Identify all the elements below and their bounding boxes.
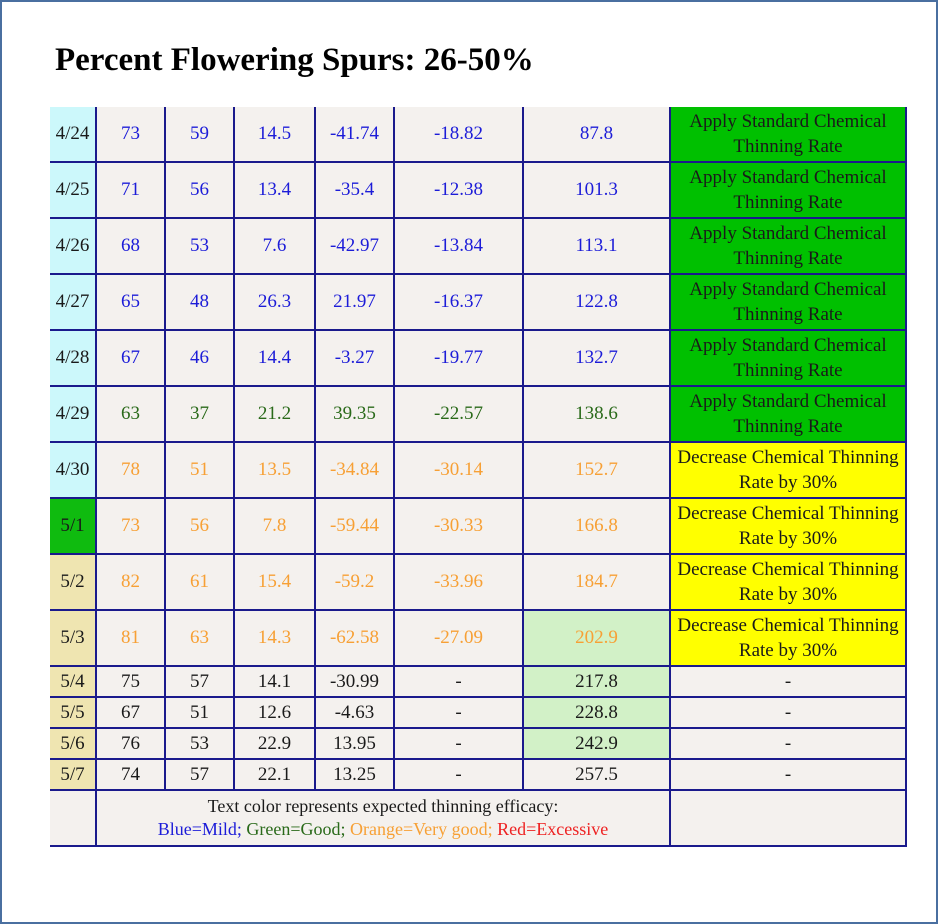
date-cell: 4/28 <box>50 330 96 386</box>
value-cell-5: - <box>394 697 523 728</box>
value-cell-6: 242.9 <box>523 728 670 759</box>
value-cell-2: 51 <box>165 442 234 498</box>
thinning-table <box>50 107 907 847</box>
date-cell: 5/1 <box>50 498 96 554</box>
value-cell-2: 53 <box>165 728 234 759</box>
recommendation-cell: - <box>670 759 906 790</box>
legend-row <box>50 790 906 846</box>
table-body <box>50 107 906 846</box>
table-row <box>50 554 906 610</box>
legend-line-2 <box>97 818 669 841</box>
value-cell-4: -41.74 <box>315 107 394 162</box>
recommendation-cell: Apply Standard Chemical Thinning Rate <box>670 218 906 274</box>
value-cell-4: 13.95 <box>315 728 394 759</box>
legend-blue: Blue=Mild; <box>157 819 242 839</box>
value-cell-4: -59.44 <box>315 498 394 554</box>
date-cell: 5/4 <box>50 666 96 697</box>
value-cell-2: 53 <box>165 218 234 274</box>
value-cell-5: -30.14 <box>394 442 523 498</box>
table-row <box>50 162 906 218</box>
value-cell-2: 48 <box>165 274 234 330</box>
table-row <box>50 274 906 330</box>
value-cell-6: 132.7 <box>523 330 670 386</box>
recommendation-cell: Decrease Chemical Thinning Rate by 30% <box>670 610 906 666</box>
value-cell-3: 13.5 <box>234 442 315 498</box>
value-cell-3: 22.1 <box>234 759 315 790</box>
value-cell-2: 57 <box>165 666 234 697</box>
value-cell-3: 13.4 <box>234 162 315 218</box>
date-cell: 5/5 <box>50 697 96 728</box>
legend-red: Red=Excessive <box>497 819 609 839</box>
value-cell-1: 73 <box>96 498 165 554</box>
value-cell-5: - <box>394 728 523 759</box>
value-cell-3: 14.1 <box>234 666 315 697</box>
value-cell-6: 138.6 <box>523 386 670 442</box>
value-cell-3: 21.2 <box>234 386 315 442</box>
value-cell-2: 63 <box>165 610 234 666</box>
date-cell: 4/27 <box>50 274 96 330</box>
recommendation-cell: Apply Standard Chemical Thinning Rate <box>670 330 906 386</box>
page-title: Percent Flowering Spurs: 26-50% <box>55 42 534 78</box>
value-cell-6: 166.8 <box>523 498 670 554</box>
date-cell: 4/26 <box>50 218 96 274</box>
value-cell-3: 14.4 <box>234 330 315 386</box>
table-row <box>50 330 906 386</box>
recommendation-cell: Apply Standard Chemical Thinning Rate <box>670 386 906 442</box>
table-row <box>50 666 906 697</box>
value-cell-6: 101.3 <box>523 162 670 218</box>
table-row <box>50 442 906 498</box>
value-cell-6: 113.1 <box>523 218 670 274</box>
recommendation-cell: Apply Standard Chemical Thinning Rate <box>670 274 906 330</box>
table-row <box>50 697 906 728</box>
value-cell-4: 13.25 <box>315 759 394 790</box>
value-cell-5: -13.84 <box>394 218 523 274</box>
recommendation-cell: Decrease Chemical Thinning Rate by 30% <box>670 554 906 610</box>
value-cell-4: 39.35 <box>315 386 394 442</box>
table-row <box>50 728 906 759</box>
value-cell-1: 78 <box>96 442 165 498</box>
value-cell-2: 59 <box>165 107 234 162</box>
value-cell-4: 21.97 <box>315 274 394 330</box>
value-cell-2: 46 <box>165 330 234 386</box>
value-cell-6: 122.8 <box>523 274 670 330</box>
value-cell-4: -35.4 <box>315 162 394 218</box>
recommendation-cell: Decrease Chemical Thinning Rate by 30% <box>670 442 906 498</box>
value-cell-5: -19.77 <box>394 330 523 386</box>
value-cell-4: -3.27 <box>315 330 394 386</box>
value-cell-5: -33.96 <box>394 554 523 610</box>
value-cell-2: 56 <box>165 162 234 218</box>
value-cell-3: 7.6 <box>234 218 315 274</box>
value-cell-4: -62.58 <box>315 610 394 666</box>
date-cell: 5/2 <box>50 554 96 610</box>
value-cell-3: 7.8 <box>234 498 315 554</box>
value-cell-1: 81 <box>96 610 165 666</box>
value-cell-2: 56 <box>165 498 234 554</box>
date-cell: 4/30 <box>50 442 96 498</box>
date-cell: 4/24 <box>50 107 96 162</box>
date-cell: 4/25 <box>50 162 96 218</box>
recommendation-cell: Apply Standard Chemical Thinning Rate <box>670 162 906 218</box>
table-row <box>50 386 906 442</box>
legend-orange: Orange=Very good; <box>350 819 493 839</box>
legend-green: Green=Good; <box>246 819 346 839</box>
value-cell-5: - <box>394 759 523 790</box>
value-cell-6: 87.8 <box>523 107 670 162</box>
legend-empty-cell <box>50 790 96 846</box>
table-row <box>50 610 906 666</box>
value-cell-1: 65 <box>96 274 165 330</box>
recommendation-cell: - <box>670 666 906 697</box>
value-cell-6: 228.8 <box>523 697 670 728</box>
value-cell-5: -22.57 <box>394 386 523 442</box>
value-cell-1: 82 <box>96 554 165 610</box>
value-cell-6: 202.9 <box>523 610 670 666</box>
table-row <box>50 498 906 554</box>
value-cell-1: 67 <box>96 697 165 728</box>
value-cell-2: 61 <box>165 554 234 610</box>
value-cell-4: -30.99 <box>315 666 394 697</box>
value-cell-1: 75 <box>96 666 165 697</box>
table-row <box>50 107 906 162</box>
value-cell-1: 71 <box>96 162 165 218</box>
value-cell-6: 257.5 <box>523 759 670 790</box>
value-cell-2: 37 <box>165 386 234 442</box>
value-cell-1: 67 <box>96 330 165 386</box>
value-cell-5: -18.82 <box>394 107 523 162</box>
value-cell-4: -42.97 <box>315 218 394 274</box>
value-cell-3: 14.5 <box>234 107 315 162</box>
date-cell: 5/3 <box>50 610 96 666</box>
value-cell-1: 73 <box>96 107 165 162</box>
value-cell-1: 63 <box>96 386 165 442</box>
value-cell-2: 57 <box>165 759 234 790</box>
value-cell-1: 76 <box>96 728 165 759</box>
value-cell-4: -34.84 <box>315 442 394 498</box>
value-cell-4: -59.2 <box>315 554 394 610</box>
recommendation-cell: - <box>670 697 906 728</box>
value-cell-1: 74 <box>96 759 165 790</box>
value-cell-3: 15.4 <box>234 554 315 610</box>
table-row <box>50 218 906 274</box>
value-cell-5: -27.09 <box>394 610 523 666</box>
date-cell: 4/29 <box>50 386 96 442</box>
value-cell-2: 51 <box>165 697 234 728</box>
value-cell-5: -12.38 <box>394 162 523 218</box>
value-cell-3: 12.6 <box>234 697 315 728</box>
legend-line-1: Text color represents expected thinning efficacy: <box>207 796 559 816</box>
table-row <box>50 759 906 790</box>
recommendation-cell: Apply Standard Chemical Thinning Rate <box>670 107 906 162</box>
value-cell-6: 217.8 <box>523 666 670 697</box>
recommendation-cell: - <box>670 728 906 759</box>
value-cell-3: 22.9 <box>234 728 315 759</box>
value-cell-3: 14.3 <box>234 610 315 666</box>
value-cell-5: - <box>394 666 523 697</box>
date-cell: 5/7 <box>50 759 96 790</box>
value-cell-5: -16.37 <box>394 274 523 330</box>
value-cell-3: 26.3 <box>234 274 315 330</box>
legend-right-cell <box>670 790 906 846</box>
value-cell-5: -30.33 <box>394 498 523 554</box>
value-cell-4: -4.63 <box>315 697 394 728</box>
legend-cell <box>96 790 670 846</box>
value-cell-6: 152.7 <box>523 442 670 498</box>
recommendation-cell: Decrease Chemical Thinning Rate by 30% <box>670 498 906 554</box>
value-cell-1: 68 <box>96 218 165 274</box>
date-cell: 5/6 <box>50 728 96 759</box>
value-cell-6: 184.7 <box>523 554 670 610</box>
